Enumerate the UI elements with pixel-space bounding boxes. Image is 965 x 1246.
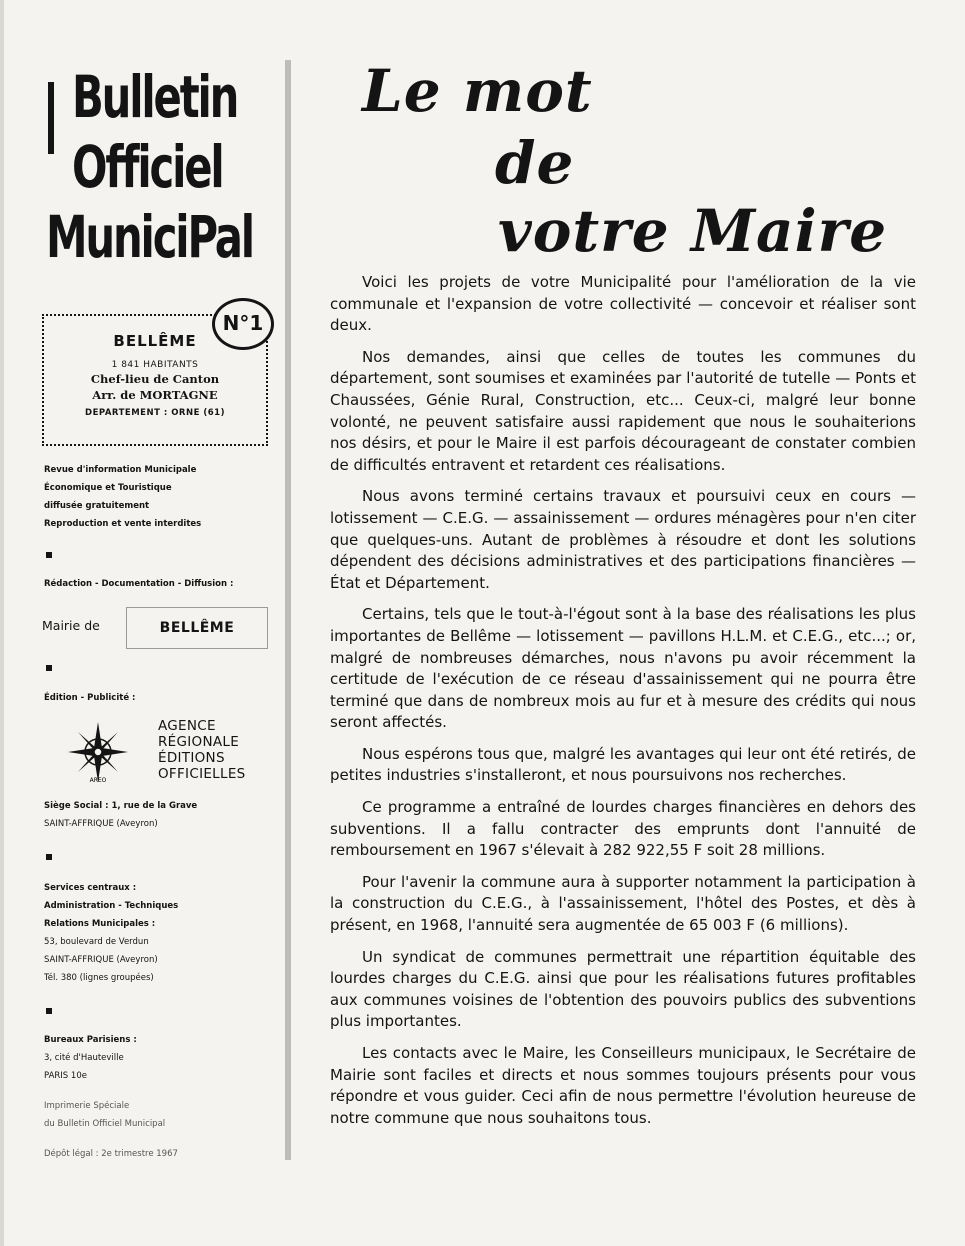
bullet-square [46,665,52,671]
bullet-square [46,1008,52,1014]
town-name: BELLÊME [113,332,197,350]
siege-line-1: Siège Social : 1, rue de la Grave [44,801,198,811]
services-line-4: 53, boulevard de Verdun [44,937,149,947]
article-paragraph: Voici les projets de votre Municipalité pour l'amélioration de la vie communale et l'expansion de votre collectivité — concevoir et réaliser sont deux. [330,273,916,335]
masthead [38,62,278,282]
article-body [330,272,916,1139]
bureaux-line-2: 3, cité d'Hauteville [44,1053,124,1063]
revue-line-2: Économique et Touristique [44,483,172,493]
revue-line-4: Reproduction et vente interdites [44,519,202,529]
article-title [350,56,930,265]
services-line-3: Relations Municipales : [44,919,156,929]
imprimerie-line-2: du Bulletin Officiel Municipal [44,1119,166,1129]
page-edge [0,0,4,1246]
town-canton: Chef-lieu de Canton [90,372,220,386]
bullet-square [46,854,52,860]
town-department: DEPARTEMENT : ORNE (61) [85,408,225,418]
left-column [38,62,278,1159]
bureaux-line-1: Bureaux Parisiens : [44,1035,137,1045]
services-line-1: Services centraux : [44,883,137,893]
mairie-label: Mairie de [42,618,100,633]
column-divider [285,60,291,1160]
agency-logo-text: AREO [89,777,107,784]
edition-label: Édition - Publicité : [44,693,136,703]
mairie-row [42,607,270,647]
depot-legal: Dépôt légal : 2e trimestre 1967 [44,1149,178,1159]
agency-line-2: RÉGIONALE [158,734,240,750]
title-line-3: votre Maire [498,197,888,265]
agency-line-4: OFFICIELLES [158,766,246,782]
agency-line-1: AGENCE [158,718,216,734]
services-line-2: Administration - Techniques [44,901,179,911]
bullet-square [46,552,52,558]
title-line-2: de [495,129,575,197]
title-line-1: Le mot [362,57,593,125]
article-paragraph: Pour l'avenir la commune aura à supporter notamment la participation à la construction du C.E.G., à l'assainissement, l'hôtel des Postes, et dès à présent, en 1968, l'annuité sera augmentée de 65 003 F (6 millions). [330,872,916,935]
revue-line-3: diffusée gratuitement [44,501,150,511]
article-paragraph: Nos demandes, ainsi que celles de toutes les communes du département, sont soumises et examinées par l'autorité de tutelle — Ponts et Chaussées, Génie Rural, Construction, etc... Ceux-ci, malgré leur bonne volonté, ne peuvent satisfaire aussi rapidement que nous le souhaiterions nos désirs, et pour le Maire il est parfois décourageant de constater combien de difficultés entravent et retardent ces réalisations. [330,347,916,474]
article-paragraph: Nous espérons tous que, malgré les avantages qui leur ont été retirés, de petites industries s'installeront, et nous poursuivons nos recherches. [330,744,916,785]
masthead-line-1: Bulletin [72,63,238,131]
town-arrondissement: Arr. de MORTAGNE [92,388,218,402]
article-paragraph: Certains, tels que le tout-à-l'égout sont à la base des réalisations les plus importantes de Bellême — lotissement — pavillons H.L.M. et C.E.G., etc...; or, malgré de nombreuses démarches, nous n'avons pu avoir récemment la certitude de l'exécution de ce réseau d'assainissement qui ne pourra être terminé que dans de nombreux mois au fur et à mesure des crédits qui nous seront affectés. [330,605,916,732]
masthead-line-3: MuniciPal [46,203,253,271]
article-paragraph: Ce programme a entraîné de lourdes charges financières en dehors des subventions. Il a fallu contracter des emprunts dont l'annuité de remboursement en 1967 s'élevait à 282 922,55 F soit 28 millions. [330,798,916,860]
siege-line-2: SAINT-AFFRIQUE (Aveyron) [44,819,158,829]
compass-rose-logo [66,720,130,784]
mairie-name: BELLÊME [126,607,268,649]
masthead-line-2: Officiel [72,133,223,201]
agency-name [158,718,246,782]
issue-number-badge: N°1 [212,298,274,350]
article-paragraph: Un syndicat de communes permettrait une répartition équitable des lourdes charges du C.E.G. ainsi que pour les réalisations futures profitables aux communes voisines de l'obtention des pouvoirs publics des subventions plus importantes. [330,947,916,1031]
article-paragraph: Les contacts avec le Maire, les Conseilleurs municipaux, le Secrétaire de Mairie sont faciles et directs et nous sommes toujours présents pour vous répondre et vous guider. Ceci afin de nous permettre l'évolution heureuse de notre commune que nous souhaitons tous. [330,1044,916,1127]
services-line-6: Tél. 380 (lignes groupées) [44,973,154,983]
services-line-5: SAINT-AFFRIQUE (Aveyron) [44,955,158,965]
masthead-bar [48,82,54,154]
bureaux-line-3: PARIS 10e [44,1071,87,1081]
revue-line-1: Revue d'information Municipale [44,465,197,475]
agency-line-3: ÉDITIONS [158,750,225,766]
agency-block [60,718,280,786]
imprimerie-line-1: Imprimerie Spéciale [44,1101,130,1111]
article-paragraph: Nous avons terminé certains travaux et poursuivi ceux en cours — lotissement — C.E.G. — assainissement — ordures ménagères pour n'en citer que quelques-uns. Autant de problèmes à résoudre et dont les solutions dépendent des décisions administratives et des participations financières — État et Département. [330,487,916,592]
redaction-label: Rédaction - Documentation - Diffusion : [44,579,234,589]
town-inhabitants: 1 841 HABITANTS [111,360,199,370]
